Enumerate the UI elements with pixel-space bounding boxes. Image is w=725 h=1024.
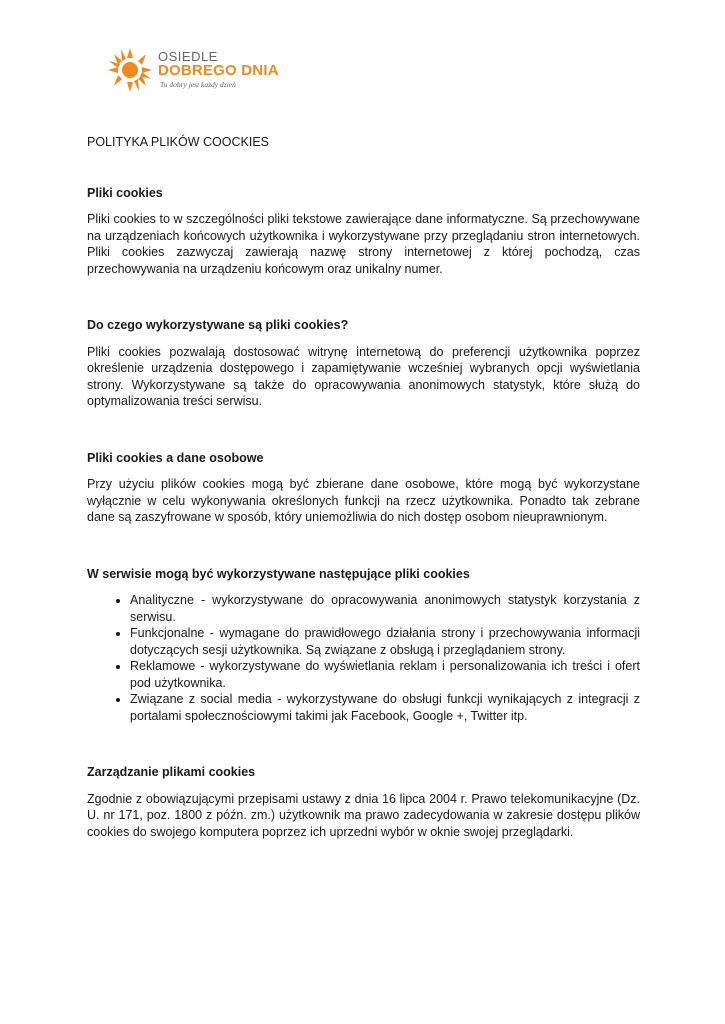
logo — [108, 46, 288, 96]
section-cookie-management — [87, 764, 640, 840]
document-body — [87, 134, 640, 880]
list-item: • Związane z social media - wykorzystywane do obsługi funkcji wynikających z integracji z portalami społecznościowymi takimi jak Facebook, Google +, Twitter itp. — [130, 691, 640, 724]
section-heading: Zarządzanie plikami cookies — [87, 765, 256, 779]
sun-icon — [108, 46, 156, 94]
section-pliki-cookies — [87, 185, 640, 278]
list-item: • Funkcjonalne - wymagane do prawidłowego działania strony i przechowywania informacji dotyczących sesji użytkownika. Są związane z obsługą i przeglądaniem strony. — [130, 625, 640, 658]
document-title: POLITYKA PLIKÓW COOCKIES — [87, 135, 269, 149]
list-item: • Analityczne - wykorzystywane do opracowywania anonimowych statystyk korzystania z serwisu. — [130, 592, 640, 625]
section-paragraph: Przy użyciu plików cookies mogą być zbierane dane osobowe, które mogą być wykorzystane wyłącznie w celu wykonywania określonych funkcji na rzecz użytkownika. Ponadto tak zebrane dane są zaszyfrowane w sposób, który uniemożliwia do nich dostęp osobom nieuprawnionym. — [87, 477, 640, 524]
section-heading: Pliki cookies — [87, 185, 163, 200]
section-heading: Do czego wykorzystywane są pliki cookies? — [87, 318, 349, 332]
list-item: • Reklamowe - wykorzystywane do wyświetlania reklam i personalizowania ich treści i ofert pod użytkownika. — [130, 658, 640, 691]
section-purpose — [87, 317, 640, 410]
logo-tagline: Tu dobry jest każdy dzień — [160, 80, 236, 89]
section-paragraph: Pliki cookies to w szczególności pliki tekstowe zawierające dane informatyczne. Są przechowywane na urządzeniach końcowych użytkownika i wykorzystywane przy przeglądaniu stron internetowych. Pliki cookies zazwyczaj zawierają nazwę strony internetowej z której pochodzą, czas przechowywania na urządzeniu końcowym oraz unikalny numer. — [87, 212, 640, 276]
section-paragraph: Zgodnie z obowiązującymi przepisami ustawy z dnia 16 lipca 2004 r. Prawo telekomunikacyjne (Dz. U. nr 171, poz. 1800 z późn. zm.) użytkownik ma prawo zadecydowania w zakresie dostępu plików cookies do swojego komputera poprzez ich uprzedni wybór w oknie swojej przeglądarki. — [87, 791, 640, 839]
section-heading: Pliki cookies a dane osobowe — [87, 450, 264, 465]
logo-text-main: DOBREGO DNIA — [158, 62, 279, 79]
section-personal-data — [87, 450, 640, 526]
section-paragraph: Pliki cookies pozwalają dostosować witrynę internetową do preferencji użytkownika poprzez określenie urządzenia dostępowego i zapamiętywanie wcześniej wybranych opcji wyświetlania strony. Wykorzystywane są także do opracowywania anonimowych statystyk, które służą do optymalizowania treści serwisu. — [87, 344, 640, 408]
cookie-types-list — [87, 592, 640, 724]
section-heading: W serwisie mogą być wykorzystywane następujące pliki cookies — [87, 566, 470, 581]
section-cookie-types — [87, 566, 640, 725]
logo-text-top: OSIEDLE — [158, 49, 218, 64]
